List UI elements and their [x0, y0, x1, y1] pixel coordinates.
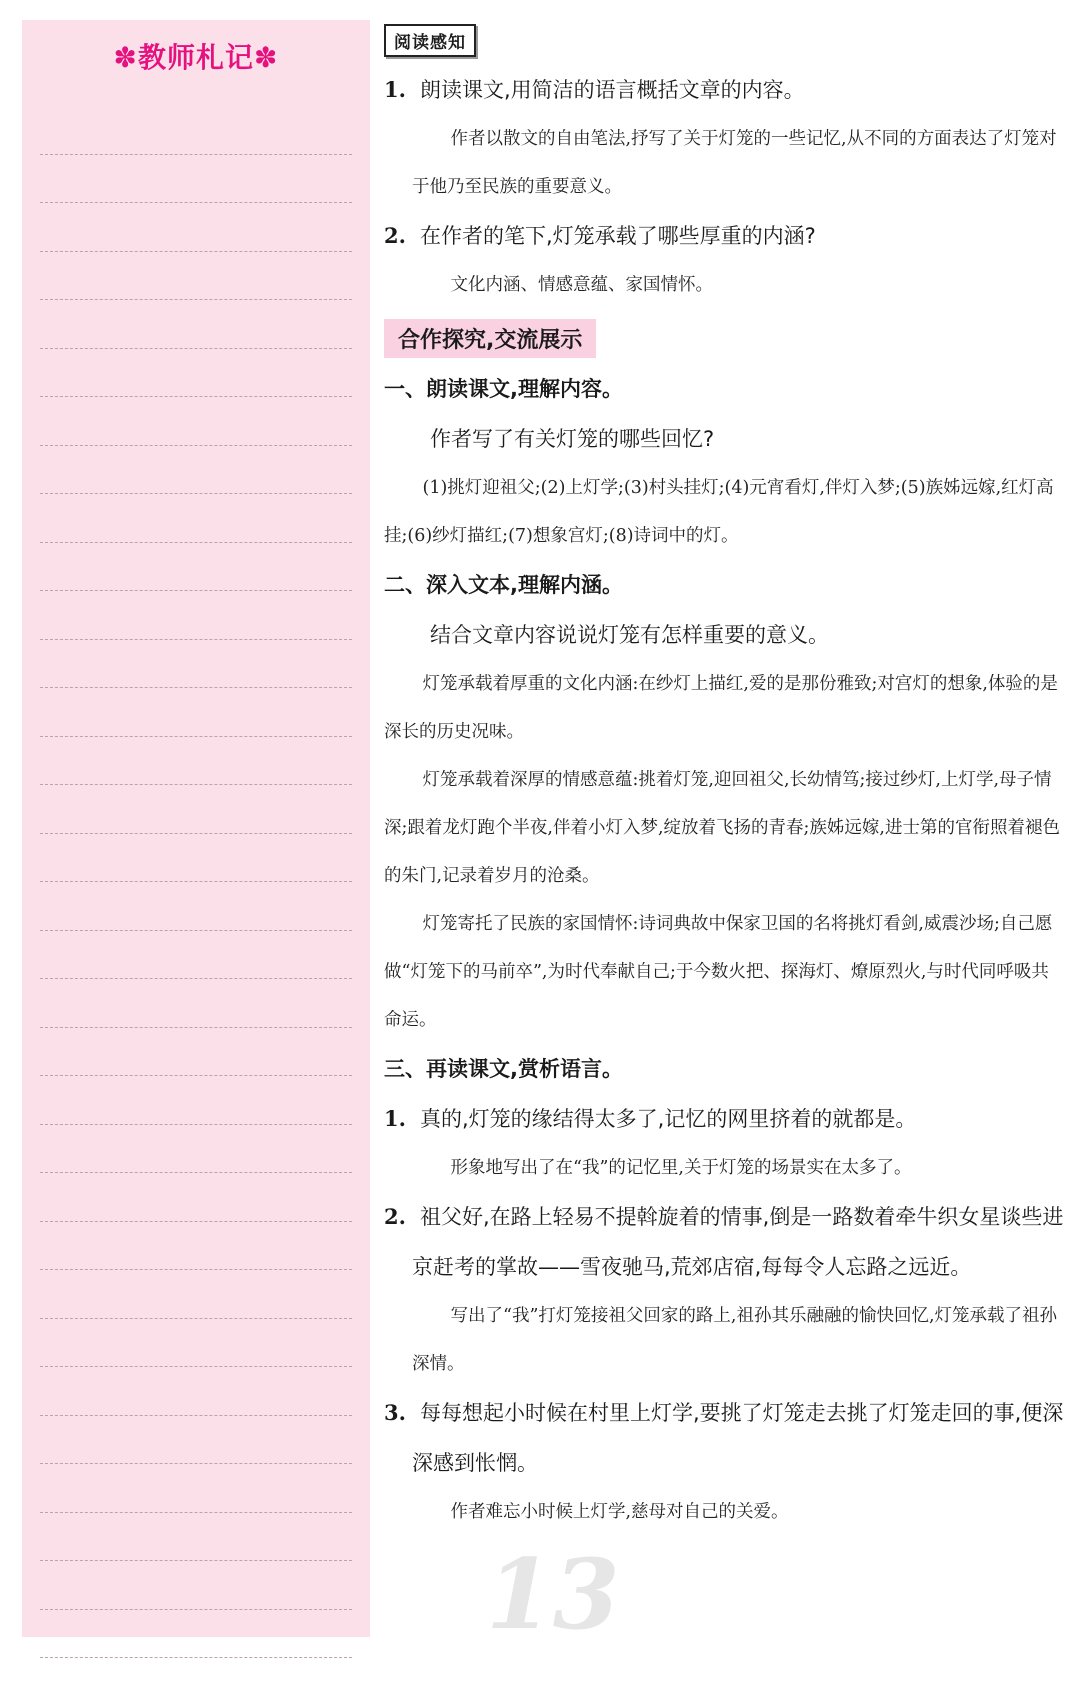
part2-answer-1: 灯笼承载着厚重的文化内涵:在纱灯上描红,爱的是那份雅致;对宫灯的想象,体验的是深长的历史况味。	[384, 674, 1058, 742]
item-text: 真的,灯笼的缘结得太多了,记忆的网里挤着的就都是。	[420, 1107, 917, 1131]
note-line	[40, 1173, 352, 1222]
note-line	[40, 1028, 352, 1077]
note-line	[40, 834, 352, 883]
question-number: 1.	[384, 77, 406, 102]
note-line	[40, 737, 352, 786]
item-number: 2.	[384, 1204, 406, 1229]
question-2	[384, 211, 1064, 261]
note-lines	[40, 106, 352, 1637]
teacher-notes-sidebar	[22, 20, 370, 1637]
answer-2: 文化内涵、情感意蕴、家国情怀。	[450, 275, 713, 295]
part2-prompt: 结合文章内容说说灯笼有怎样重要的意义。	[430, 623, 829, 647]
note-line	[40, 446, 352, 495]
note-line	[40, 1367, 352, 1416]
part3-item-1	[384, 1094, 1064, 1144]
part3-answer-1: 形象地写出了在“我”的记忆里,关于灯笼的场景实在太多了。	[450, 1158, 912, 1178]
note-line	[40, 106, 352, 155]
question-text: 朗读课文,用简洁的语言概括文章的内容。	[420, 78, 805, 102]
question-number: 2.	[384, 223, 406, 248]
note-line	[40, 591, 352, 640]
note-line	[40, 1319, 352, 1368]
part1-answer: (1)挑灯迎祖父;(2)上灯学;(3)村头挂灯;(4)元宵看灯,伴灯入梦;(5)族姊远嫁,红灯高挂;(6)纱灯描红;(7)想象宫灯;(8)诗词中的灯。	[384, 478, 1054, 546]
note-line	[40, 785, 352, 834]
note-line	[40, 1513, 352, 1562]
note-line	[40, 543, 352, 592]
part3-item-3	[384, 1388, 1064, 1488]
note-line	[40, 688, 352, 737]
note-line	[40, 203, 352, 252]
note-line	[40, 252, 352, 301]
note-line	[40, 640, 352, 689]
question-1	[384, 65, 1064, 115]
note-line	[40, 397, 352, 446]
note-line	[40, 1561, 352, 1610]
note-line	[40, 1125, 352, 1174]
note-line	[40, 931, 352, 980]
note-line	[40, 1222, 352, 1271]
note-line	[40, 882, 352, 931]
part3-answer-2: 写出了“我”打灯笼接祖父回家的路上,祖孙其乐融融的愉快回忆,灯笼承载了祖孙深情。	[412, 1306, 1058, 1374]
main-content	[384, 24, 1064, 1536]
part1-title: 一、朗读课文,理解内容。	[384, 377, 623, 401]
item-text: 祖父好,在路上轻易不提斡旋着的情事,倒是一路数着牵牛织女星谈些进京赶考的掌故——雪夜驰马,荒郊店宿,每每令人忘路之远近。	[412, 1205, 1064, 1279]
part2-answer-3: 灯笼寄托了民族的家国情怀:诗词典故中保家卫国的名将挑灯看剑,威震沙场;自己愿做“灯笼下的马前卒”,为时代奉献自己;于今数火把、探海灯、燎原烈火,与时代同呼吸共命运。	[384, 914, 1053, 1030]
sidebar-title: ✽教师札记✽	[113, 41, 279, 74]
item-text: 每每想起小时候在村里上灯学,要挑了灯笼走去挑了灯笼走回的事,便深深感到怅惘。	[412, 1401, 1064, 1475]
note-line	[40, 979, 352, 1028]
note-line	[40, 1610, 352, 1659]
part3-answer-3: 作者难忘小时候上灯学,慈母对自己的关爱。	[450, 1502, 789, 1522]
part3-title: 三、再读课文,赏析语言。	[384, 1057, 623, 1081]
note-line	[40, 1076, 352, 1125]
answer-1: 作者以散文的自由笔法,抒写了关于灯笼的一些记忆,从不同的方面表达了灯笼对于他乃至民族的重要意义。	[412, 129, 1057, 197]
part1-prompt: 作者写了有关灯笼的哪些回忆?	[430, 427, 715, 451]
part2-answer-2: 灯笼承载着深厚的情感意蕴:挑着灯笼,迎回祖父,长幼情笃;接过纱灯,上灯学,母子情深;跟着龙灯跑个半夜,伴着小灯入梦,绽放着飞扬的青春;族姊远嫁,进士第的官衔照着褪色的朱门,记录着岁月的沧桑。	[384, 770, 1060, 886]
note-line	[40, 494, 352, 543]
reading-tag: 阅读感知	[384, 24, 476, 57]
note-line	[40, 1416, 352, 1465]
part3-item-2	[384, 1192, 1064, 1292]
note-line	[40, 155, 352, 204]
question-text: 在作者的笔下,灯笼承载了哪些厚重的内涵?	[420, 224, 816, 248]
note-line	[40, 1270, 352, 1319]
item-number: 1.	[384, 1106, 406, 1131]
note-line	[40, 1464, 352, 1513]
part2-title: 二、深入文本,理解内涵。	[384, 573, 623, 597]
note-line	[40, 300, 352, 349]
page-number: 13	[486, 1538, 620, 1651]
note-line	[40, 349, 352, 398]
item-number: 3.	[384, 1400, 406, 1425]
section-header: 合作探究,交流展示	[384, 319, 596, 358]
